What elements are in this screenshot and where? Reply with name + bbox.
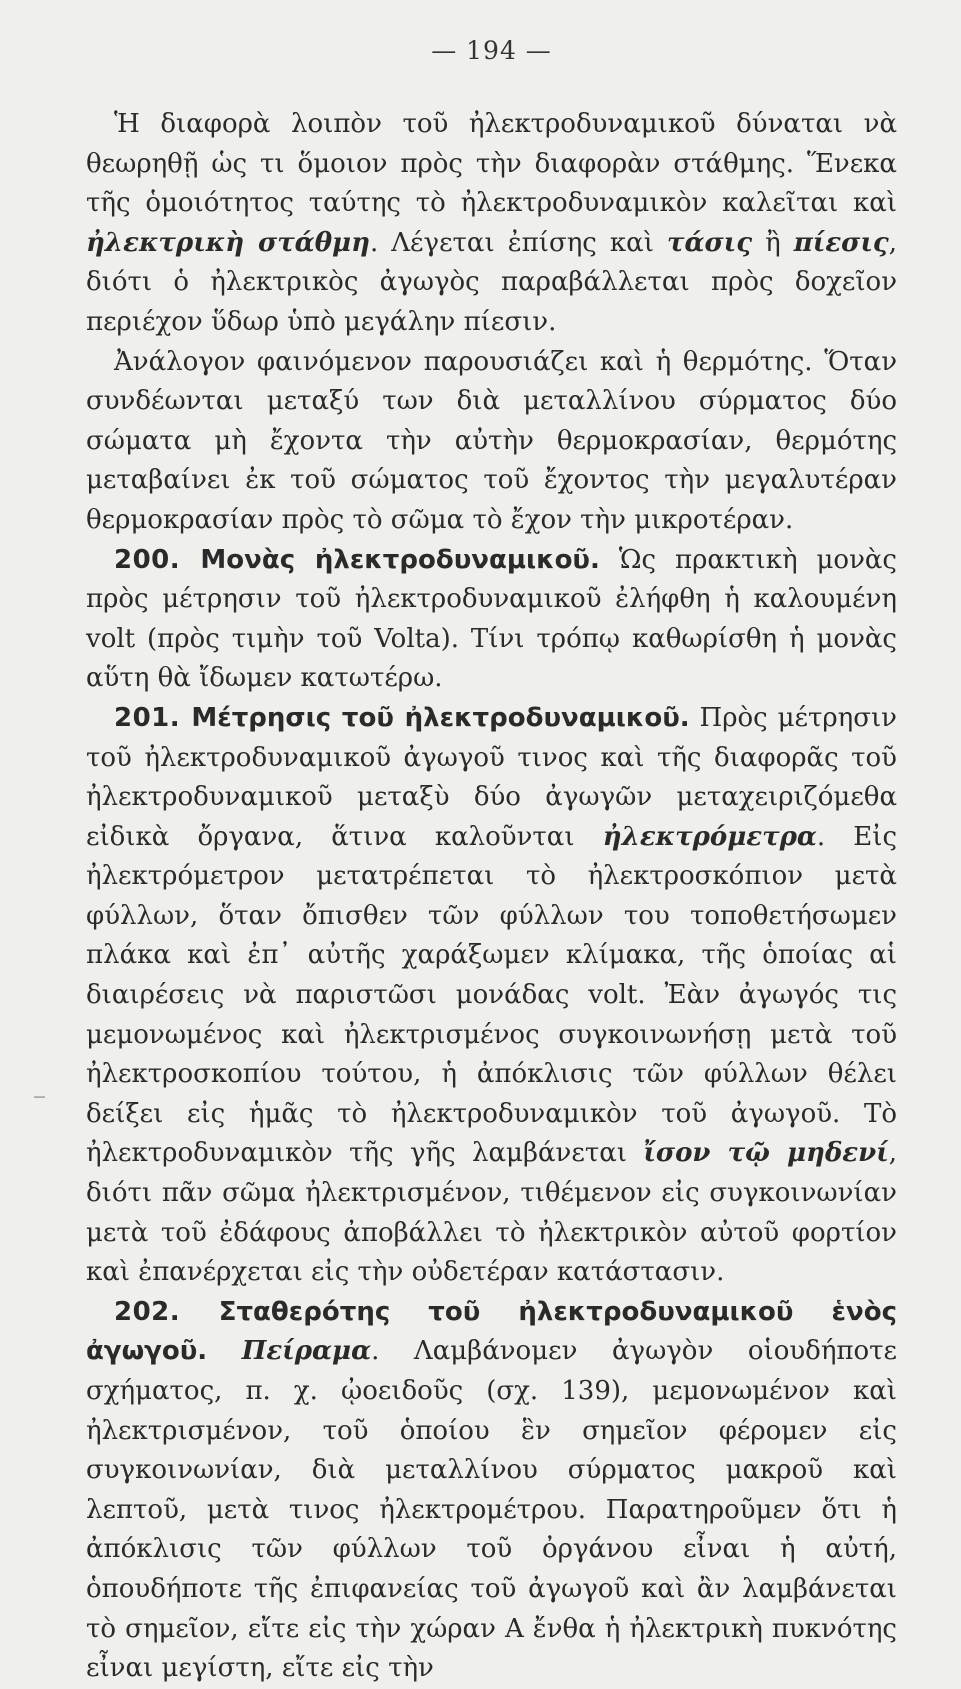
paragraph-p5 [86, 1293, 897, 1689]
paragraph-p4 [86, 699, 897, 1293]
section-title: Μονὰς ἠλεκτροδυναμικοῦ. [200, 544, 600, 575]
emphasis-term: τάσις [666, 227, 753, 258]
text-run: ἢ [752, 227, 794, 258]
text-run: . Λαμβάνομεν ἀγωγὸν οἱουδήποτε σχήματος, π. χ. ᾠοειδοῦς (σχ. 139), μεμονωμένον καὶ ἠλεκτρισμένον, τοῦ ὁποίου ἓν σημεῖον φέρομεν εἰς συγκοινωνίαν, διὰ μεταλλίνου σύρματος μακροῦ καὶ λεπτοῦ, μετὰ τινος ἠλεκτρομέτρου. Παρατηροῦμεν ὅτι ἡ ἀπόκλισις τῶν φύλλων τοῦ ὀργάνου εἶναι ἡ αὐτή, ὁπουδήποτε τῆς ἐπιφανείας τοῦ ἀγωγοῦ καὶ ἂν λαμβάνεται τὸ σημεῖον, εἴτε εἰς τὴν χώραν Α ἔνθα ἡ ἠλεκτρικὴ πυκνότης εἶναι μεγίστη, εἴτε εἰς τὴν [86, 1336, 897, 1684]
text-run: Ἡ διαφορὰ λοιπὸν τοῦ ἠλεκτροδυναμικοῦ δύναται νὰ θεωρηθῇ ὡς τι ὅμοιον πρὸς τὴν διαφορὰν στάθμης. Ἕνεκα τῆς ὁμοιότητος ταύτης τὸ ἠλεκτροδυναμικὸν καλεῖται καὶ [86, 109, 897, 219]
emphasis-term: Πείραμα [241, 1336, 372, 1367]
text-run: , διότι πᾶν σῶμα ἠλεκτρισμένον, τιθέμενον εἰς συγκοινωνίαν μετὰ τοῦ ἐδάφους ἀποβάλλει τὸ ἠλεκτρικὸν αὐτοῦ φορτίον καὶ ἐπανέρχεται εἰς τὴν οὐδετέραν κατάστασιν. [86, 1138, 897, 1288]
section-number: 202. [114, 1296, 219, 1327]
margin-mark: _ [34, 1073, 45, 1098]
section-number: 200. [114, 544, 201, 575]
emphasis-term: ἠλεκτρικὴ στάθμη [86, 227, 370, 258]
body-text [86, 105, 897, 1689]
page-number: — 194 — [431, 36, 552, 65]
text-run [207, 1336, 242, 1366]
text-run: Πρὸς μέτρησιν τοῦ ἠλεκτροδυναμικοῦ ἀγωγοῦ τινος καὶ τῆς διαφορᾶς τοῦ ἠλεκτροδυναμικοῦ μεταξὺ δύο ἀγωγῶν μεταχειριζόμεθα εἰδικὰ ὄργανα, ἅτινα καλοῦνται [86, 702, 897, 852]
emphasis-term: ἠλεκτρόμετρα [602, 821, 817, 852]
section-title: Σταθερότης τοῦ ἠλεκτροδυναμικοῦ ἑνὸς ἀγωγοῦ. [86, 1296, 897, 1367]
section-number: 201. [114, 702, 192, 733]
text-run: . Λέγεται ἐπίσης καὶ [369, 227, 667, 258]
emphasis-term: πίεσις [793, 227, 889, 258]
text-run: Ὡς πρακτικὴ μονὰς πρὸς μέτρησιν τοῦ ἠλεκτροδυναμικοῦ ἐλήφθη ἡ καλουμένη volt (πρὸς τιμὴν τοῦ Volta). Τίνι τρόπῳ καθωρίσθη ἡ μονὰς αὕτη θὰ ἴδωμεν κατωτέρω. [86, 544, 897, 694]
paragraph-p3 [86, 541, 897, 699]
text-run: , διότι ὁ ἠλεκτρικὸς ἀγωγὸς παραβάλλεται πρὸς δοχεῖον περιέχον ὕδωρ ὑπὸ μεγάλην πίεσιν. [86, 227, 897, 337]
text-run: . Εἰς ἠλεκτρόμετρον μετατρέπεται τὸ ἠλεκτροσκόπιον μετὰ φύλλων, ὅταν ὄπισθεν τῶν φύλλων του τοποθετήσωμεν πλάκα καὶ ἐπ᾿ αὐτῆς χαράξωμεν κλίμακα, τῆς ὁποίας αἱ διαιρέσεις νὰ παριστῶσι μονάδας volt. Ἐὰν ἀγωγός τις μεμονωμένος καὶ ἠλεκτρισμένος συγκοινωνήσῃ μετὰ τοῦ ἠλεκτροσκοπίου τούτου, ἡ ἀπόκλισις τῶν φύλλων θέλει δείξει εἰς ἡμᾶς τὸ ἠλεκτροδυναμικὸν τοῦ ἀγωγοῦ. Τὸ ἠλεκτροδυναμικὸν τῆς γῆς λαμβάνεται [86, 821, 898, 1169]
paragraph-p1 [86, 105, 897, 343]
paragraph-p2 [86, 343, 897, 541]
text-run: Ἀνάλογον φαινόμενον παρουσιάζει καὶ ἡ θερμότης. Ὅταν συνδέωνται μεταξύ των διὰ μεταλλίνου σύρματος δύο σώματα μὴ ἔχοντα τὴν αὐτὴν θερμοκρασίαν, θερμότης μεταβαίνει ἐκ τοῦ σώματος τοῦ ἔχοντος τὴν μεγαλυτέραν θερμοκρασίαν πρὸς τὸ σῶμα τὸ ἔχον τὴν μικροτέραν. [86, 346, 897, 535]
section-title: Μέτρησις τοῦ ἠλεκτροδυναμικοῦ. [191, 702, 690, 733]
emphasis-term: ἴσον τῷ μηδενί [643, 1138, 889, 1169]
